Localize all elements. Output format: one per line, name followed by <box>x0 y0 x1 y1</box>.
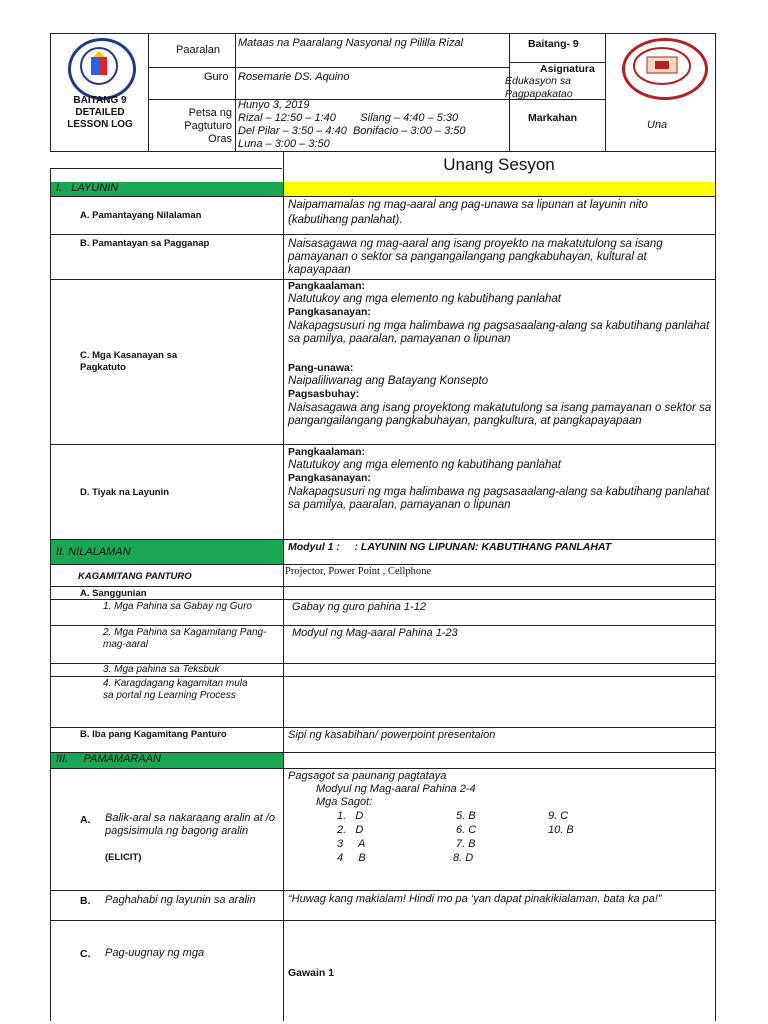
ref1-label: 1. Mga Pahina sa Gabay ng Guro <box>103 601 252 612</box>
pamamaraan-a-line1: Pagsagot sa paunang pagtataya <box>288 770 447 782</box>
quarter-value: Una <box>647 119 668 131</box>
answer-9: 9. C <box>548 810 569 822</box>
layunin-b-label: B. Pamantayan sa Pagganap <box>80 238 210 249</box>
pamamaraan-a-line2: Modyul ng Mag-aaral Pahina 2-4 <box>316 783 476 795</box>
layunin-c-h1: Pangkaalaman: <box>288 280 366 292</box>
layunin-d-h2: Pangkasanayan: <box>288 472 371 484</box>
teacher-value: Rosemarie DS. Aquino <box>238 71 350 83</box>
section-layunin: I. LAYUNIN <box>56 182 119 194</box>
layunin-b-value: Naisasagawa ng mag-aaral ang isang proyekto na makatutulong sa isang pamayanan o sektor sa pangangailangang pangkabuhayan, kultural at kapayapaan <box>288 238 663 276</box>
layunin-c-h2: Pangkasanayan: <box>288 306 371 318</box>
layunin-d-h1: Pangkaalaman: <box>288 446 366 458</box>
layunin-c-v2: Nakapagsusuri ng mga halimbawa ng pagsasaalang-alang sa kabutihang panlahat sa pamilya, paaralan, pamayanan o lipunan <box>288 320 710 345</box>
pamamaraan-b-value: “Huwag kang makialam! Hindi mo pa ‘yan dapat pinakikialaman, bata ka pa!” <box>288 893 662 905</box>
grade-label: Baitang- 9 <box>528 38 579 50</box>
ref3-label: 3. Mga pahina sa Teksbuk <box>103 664 220 675</box>
layunin-c-v4: Naisasagawa ang isang proyektong makatutulong sa isang pamayanan o sektor sa pangangailangang pangkabuhayan, pangkultura, at pangkapayapaan <box>288 402 712 427</box>
layunin-c-label: C. Mga Kasanayan sa Pagkatuto <box>80 350 178 373</box>
date-line-3: Del Pilar – 3:50 – 4:40 Bonifacio – 3:00 – 3:50 <box>238 125 466 137</box>
answer-3: 3 A <box>337 838 366 850</box>
pamamaraan-c-value: Gawain 1 <box>288 967 335 979</box>
quarter-label: Markahan <box>528 112 578 124</box>
pamamaraan-c-letter: C. <box>80 948 91 960</box>
layunin-d-v1: Natutukoy ang mga elemento ng kabutihang panlahat <box>288 459 562 471</box>
date-line-2: Rizal – 12:50 – 1:40 Silang – 4:40 – 5:30 <box>238 112 459 124</box>
answer-2: 2. D <box>337 824 364 836</box>
document-title: BAITANG 9 DETAILED LESSON LOG <box>67 95 133 130</box>
section-pamamaraan: III. PAMAMARAAN <box>56 753 161 765</box>
pamamaraan-c-label: Pag-uugnay ng mga <box>105 947 205 959</box>
answer-5: 5. B <box>456 810 476 822</box>
layunin-c-h4: Pagsasbuhay: <box>288 388 360 400</box>
modyul-title: Modyul 1 : : LAYUNIN NG LIPUNAN: KABUTIHANG PANLAHAT <box>288 541 612 553</box>
layunin-a-value: Naipamamalas ng mag-aaral ang pag-unawa sa lipunan at layunin nito (kabutihang panlahat). <box>288 199 648 226</box>
sanggunian-label: A. Sanggunian <box>80 588 147 599</box>
session-title: Unang Sesyon <box>443 155 555 174</box>
date-line-1: Hunyo 3, 2019 <box>238 99 310 111</box>
pamamaraan-a-letter: A. <box>80 814 91 826</box>
answer-6: 6. C <box>456 824 477 836</box>
layunin-d-v2: Nakapagsusuri ng mga halimbawa ng pagsasaalang-alang sa kabutihang panlahat sa pamilya, paaralan, pamayanan o lipunan <box>288 486 710 511</box>
pamamaraan-b-letter: B. <box>80 895 91 907</box>
layunin-c-v3: Naipaliliwanag ang Batayang Konsepto <box>288 375 489 387</box>
refb-value: Sipi ng kasabihan/ powerpoint presentaion <box>288 729 496 741</box>
pamamaraan-a-label: Balik-aral sa nakaraang aralin at /o pagsisimula ng bagong aralin <box>105 812 275 837</box>
ref4-label: 4. Karagdagang kagamitan mula sa portal ng Learning Process <box>103 678 248 701</box>
answer-8: 8. D <box>453 852 474 864</box>
ref2-label: 2. Mga Pahina sa Kagamitang Pang-mag-aaral <box>103 627 267 650</box>
teacher-label: Guro <box>204 71 229 83</box>
kagamitan-value: Projector, Power Point , Cellphone <box>285 566 431 577</box>
layunin-c-h3: Pang-unawa: <box>288 362 354 374</box>
answer-4: 4 B <box>337 852 366 864</box>
pamamaraan-a-line3: Mga Sagot: <box>316 796 373 808</box>
answer-1: 1. D <box>337 810 364 822</box>
layunin-a-label: A. Pamantayang Nilalaman <box>80 210 202 221</box>
layunin-d-label: D. Tiyak na Layunin <box>80 487 170 498</box>
date-label: Petsa ng Pagtuturo Oras <box>184 107 232 145</box>
ref2-value: Modyul ng Mag-aaral Pahina 1-23 <box>292 627 458 639</box>
subject-value: Edukasyon sa Pagpapakatao <box>505 75 573 100</box>
date-line-4: Luna – 3:00 – 3:50 <box>238 138 330 150</box>
kagamitan-label: KAGAMITANG PANTURO <box>78 571 192 582</box>
layunin-c-v1: Natutukoy ang mga elemento ng kabutihang panlahat <box>288 293 562 305</box>
pamamaraan-a-tag: (ELICIT) <box>105 852 142 863</box>
section-nilalaman: II. NILALAMAN <box>56 546 131 558</box>
ref1-value: Gabay ng guro pahina 1-12 <box>292 601 426 613</box>
refb-label: B. Iba pang Kagamitang Panturo <box>80 729 227 740</box>
school-label: Paaralan <box>176 44 221 56</box>
subject-label: Asignatura <box>540 63 595 75</box>
school-value: Mataas na Paaralang Nasyonal ng Pililla Rizal <box>238 37 464 49</box>
deped-seal <box>68 38 136 100</box>
answer-10: 10. B <box>548 824 574 836</box>
answer-7: 7. B <box>456 838 476 850</box>
pamamaraan-b-label: Paghahabi ng layunin sa aralin <box>105 894 256 906</box>
school-seal <box>622 38 708 100</box>
